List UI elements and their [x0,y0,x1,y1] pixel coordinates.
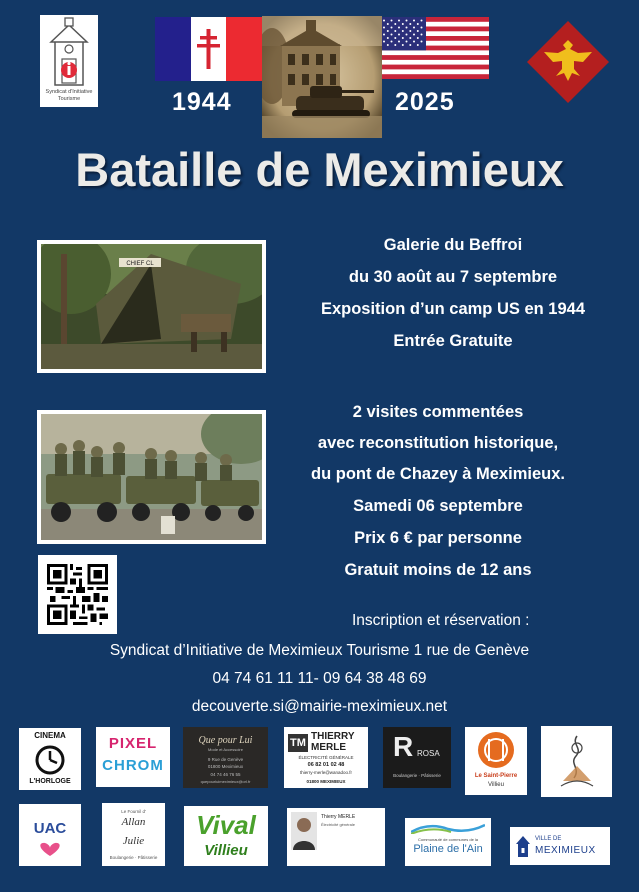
allan-julie-prefix: Le Fournil d' [121,809,146,814]
uac-label: UAC [33,820,67,837]
tm-email: thierry-merle@wanadoo.fr [299,770,353,775]
quepourlui-name: Que pour Lui [198,735,253,746]
sponsor-pixel-chrom-logo [96,727,170,787]
quepourlui-email: quepourluimeximieux@orl.fr [200,779,251,784]
belfry-icon [516,835,530,857]
heart-icon [27,842,73,858]
sponsor-allan-julie-logo [102,803,165,866]
rosa-subtitle: Boulangerie · Pâtisserie [393,773,441,778]
restaurant-icon [465,727,527,773]
quepourlui-phone: 04 74 46 76 55 [210,772,241,777]
pixel-label: PIXEL [108,735,158,752]
contact-address: Syndicat d’Initiative de Meximieux Tourisme 1 rue de Genève [109,642,530,659]
plaine-name: Plaine de l'Ain [413,843,483,855]
camp-photo [41,244,262,369]
tm-name-first: THIERRY [311,731,355,742]
belfry-icon [40,15,98,89]
reenactment-photo [41,414,262,540]
plaine-prefix: Communauté de communes de la [417,837,479,842]
allan-label: Allan [121,816,146,828]
allan-julie-subtitle: Boulangerie · Pâtisserie [109,855,158,860]
visits-date: Samedi 06 septembre [353,497,523,515]
camp-sign-text: CHIEF CL [126,261,154,267]
visits-reconstruction: avec reconstitution historique, [317,434,559,452]
cinema-label: CINEMA [34,731,66,740]
thunderbird-insignia-icon [526,20,610,104]
qr-code[interactable] [38,555,117,634]
saint-pierre-name: Le Saint-Pierre [474,773,518,779]
sponsor-quepourlui-logo [183,727,268,788]
rosa-name: ROSA [417,749,440,758]
qr-code-icon [47,564,108,625]
si-logo-caption: Syndicat d'Initiative Tourisme [45,89,93,102]
ville-de-label: VILLE DE [535,836,562,842]
portrait-icon [291,812,317,850]
camp-photo-frame [37,240,266,373]
merle-card-name: Thierry MERLE [321,814,356,820]
tm-phone: 06 82 01 02 48 [307,762,345,768]
visits-price: Prix 6 € par personne [354,529,522,547]
sponsor-ville-meximieux-logo [510,827,610,865]
tm-role: ÉLECTRICITÉ GÉNÉRALE [298,755,354,760]
sponsor-vival-logo [184,806,268,866]
reenactment-photo-frame [37,410,266,544]
sponsor-uac-logo [19,804,81,866]
tm-mark: TM [288,734,308,752]
us-flag-icon [380,17,489,79]
sponsor-illustration-logo [541,726,612,797]
visits-count: 2 visites commentées [352,403,524,421]
vival-city: Villieu [204,842,248,859]
sponsor-rosa-logo [383,727,451,788]
saint-pierre-city: Villieu [488,782,504,788]
tm-city: 01800 MEXIMIEUX [306,779,346,784]
guided-visits-info [248,403,628,583]
exhibition-description: Exposition d’un camp US en 1944 [320,300,586,318]
merle-card-subtitle: Électricité générale [321,822,356,827]
quepourlui-sub: Mode et Accessoire [208,747,243,752]
exhibition-venue: Galerie du Beffroi [383,236,523,254]
meximieux-label: MEXIMIEUX [535,845,596,856]
landscape-icon [411,822,485,834]
sponsor-saint-pierre-logo [465,727,527,795]
page-title: Bataille de Meximieux [75,143,564,196]
tm-name-last: MERLE [311,742,346,753]
cinema-name: L'HORLOGE [29,778,71,785]
exhibition-dates: du 30 août au 7 septembre [348,268,558,286]
syndicat-initiative-logo [40,15,98,107]
cyclist-illustration-icon [541,726,612,797]
exhibition-entry: Entrée Gratuite [393,332,513,350]
visits-route: du pont de Chazey à Meximieux. [311,465,565,483]
visits-free-under-12: Gratuit moins de 12 ans [344,561,532,579]
year-1944: 1944 [172,88,232,116]
year-2025: 2025 [395,88,455,116]
chrom-label: CHROM [102,757,164,774]
rosa-monogram: R [393,731,414,762]
quepourlui-address: 9 Rue de Genève [207,757,244,762]
sponsor-cinema-logo [19,728,81,790]
signup-label: Inscription et réservation : [352,612,530,629]
sponsor-merle-card-logo [287,808,385,866]
sponsor-thierry-merle-logo [284,727,368,788]
contact-email[interactable]: decouverte.si@mairie-meximieux.net [191,698,448,715]
contact-phones: 04 74 61 11 11- 09 64 38 48 69 [212,670,427,687]
vival-label: Vival [196,810,256,840]
julie-label: Julie [122,835,145,847]
sponsor-plaine-ain-logo [405,818,491,866]
quepourlui-city: 01800 Meximieux [207,764,244,769]
french-flag-icon [155,17,262,81]
exhibition-info [268,236,638,356]
historic-photo [262,16,382,138]
